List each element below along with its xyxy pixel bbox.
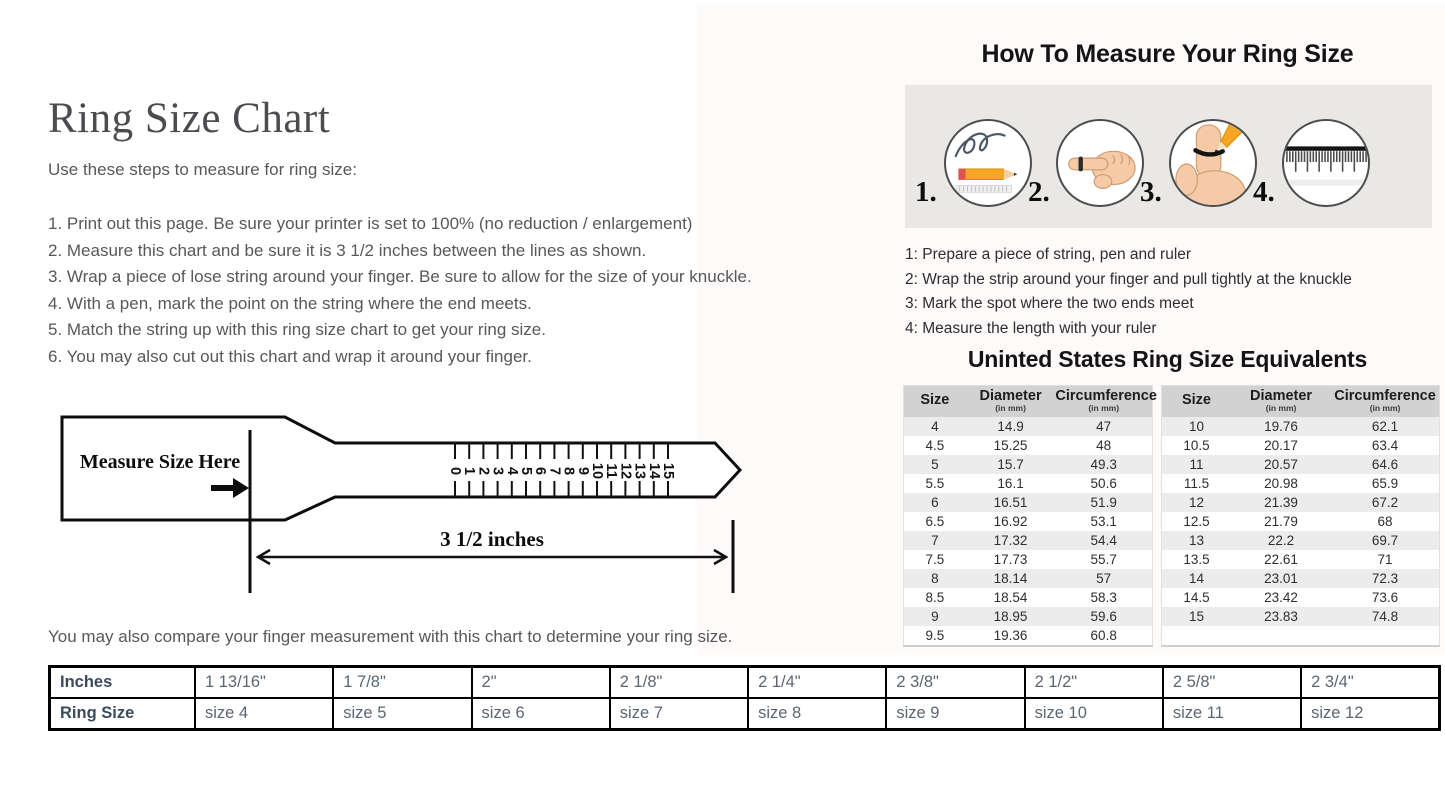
size-cell: 11: [1162, 455, 1232, 474]
size-cell: 5.5: [925, 476, 945, 492]
size-row: [1162, 588, 1440, 607]
size-row: [904, 455, 1153, 474]
size-cell: 55.7: [1090, 552, 1117, 568]
sizer-tick-number: 10: [589, 462, 605, 480]
size-cell: 14.9: [966, 417, 1056, 436]
compare-note: You may also compare your finger measurement with this chart to determine your ring size.: [48, 627, 733, 646]
step-number-3: 3.: [1140, 176, 1162, 208]
size-cell: 15: [1162, 607, 1232, 626]
how-to-step-list: [905, 243, 1352, 341]
sizer-tick-number: 8: [560, 466, 577, 476]
size-row: [1162, 569, 1440, 588]
how-to-step2-illustration: [1056, 119, 1144, 207]
ring-size-cell: size 11: [1163, 698, 1301, 730]
size-cell: 19.36: [993, 628, 1028, 644]
size-cell: 6: [904, 493, 966, 512]
ring-size-cell: size 6: [472, 698, 610, 730]
size-cell: 19.76: [1231, 417, 1331, 436]
size-cell: 8: [904, 569, 966, 588]
how-to-step: 4: Measure the length with your ruler: [905, 319, 1157, 337]
size-cell: 5: [904, 455, 966, 474]
sizer-tick-number: 13: [631, 462, 648, 480]
size-cell: 71: [1377, 552, 1393, 568]
size-cell: 22.61: [1264, 552, 1298, 568]
empty-row: [1162, 626, 1440, 646]
ring-size-row-label: Ring Size: [50, 698, 196, 730]
column-header-diameter: Diameter (in mm): [1231, 386, 1331, 418]
size-cell: 59.6: [1055, 607, 1152, 626]
size-cell: 22.2: [1231, 531, 1331, 550]
how-to-step3-illustration: [1169, 119, 1257, 207]
size-cell: 8.5: [925, 590, 945, 606]
size-cell: 15.25: [993, 438, 1028, 454]
ring-size-cell: size 12: [1301, 698, 1439, 730]
inches-cell: 2 3/8": [886, 667, 1024, 699]
size-cell: 23.01: [1231, 569, 1331, 588]
how-to-title: How To Measure Your Ring Size: [981, 40, 1354, 68]
sizer-tick-number: 15: [660, 462, 676, 480]
size-row: [904, 588, 1153, 607]
size-row: [904, 607, 1153, 626]
mark-string-icon: [1171, 121, 1255, 205]
size-cell: 11.5: [1183, 476, 1210, 492]
size-cell: 60.8: [1090, 628, 1117, 644]
instruction-step: 4. With a pen, mark the point on the string where the end meets.: [48, 293, 532, 313]
sizer-tick-number: 12: [617, 462, 634, 480]
inches-cell: 2": [472, 667, 610, 699]
column-header-circumference: Circumference (in mm): [1331, 386, 1439, 418]
size-row: [1162, 607, 1440, 626]
inches-cell: 1 13/16": [195, 667, 333, 699]
sizer-tick-number: 14: [645, 462, 662, 480]
inches-row: [50, 667, 1440, 699]
size-cell: 14: [1162, 569, 1232, 588]
size-cell: 6.5: [925, 514, 945, 530]
size-row: [904, 550, 1153, 569]
size-cell: 23.42: [1264, 590, 1298, 606]
size-cell: 20.57: [1231, 455, 1331, 474]
size-row: [1162, 474, 1440, 493]
size-cell: 13.5: [1183, 552, 1210, 568]
size-cell: 13: [1162, 531, 1232, 550]
size-cell: 16.92: [993, 514, 1028, 530]
size-cell: 69.7: [1331, 531, 1439, 550]
size-cell: 64.6: [1331, 455, 1439, 474]
size-cell: 50.6: [1090, 476, 1117, 492]
size-cell: 62.1: [1331, 417, 1439, 436]
size-cell: 63.4: [1371, 438, 1399, 454]
size-cell: 74.8: [1331, 607, 1439, 626]
inches-cell: 2 5/8": [1163, 667, 1301, 699]
how-to-step1-illustration: [944, 119, 1032, 207]
size-cell: 48: [1096, 438, 1112, 454]
size-row: [904, 474, 1153, 493]
sizer-tick-number: 9: [574, 466, 591, 476]
instruction-list: [48, 211, 752, 370]
size-cell: 53.1: [1090, 514, 1117, 530]
step-number-4: 4.: [1253, 176, 1275, 208]
dimension-arrow-icon: [258, 550, 726, 564]
size-row: [1162, 493, 1440, 512]
column-header-circumference: Circumference (in mm): [1055, 386, 1152, 418]
sizer-tick-number: 2: [475, 466, 492, 476]
size-cell: 54.4: [1055, 531, 1152, 550]
size-cell: 10.5: [1183, 438, 1210, 454]
measure-size-here-label: Measure Size Here: [79, 451, 241, 473]
measure-ruler-icon: [1284, 121, 1368, 205]
size-row: [904, 417, 1153, 436]
sizer-tick-number: 6: [532, 466, 549, 476]
inches-to-ring-size-table: [48, 665, 1441, 731]
size-cell: 12: [1162, 493, 1232, 512]
size-cell: 23.83: [1231, 607, 1331, 626]
size-row: [1162, 550, 1440, 569]
inches-cell: 2 1/2": [1025, 667, 1163, 699]
inches-row-label: Inches: [50, 667, 196, 699]
instruction-step: 1. Print out this page. Be sure your printer is set to 100% (no reduction / enlargement): [48, 214, 693, 233]
ring-size-cell: size 5: [333, 698, 471, 730]
column-header-size: Size: [1162, 386, 1232, 418]
instruction-step: 3. Wrap a piece of lose string around your finger. Be sure to allow for the size of your knuckle.: [48, 267, 752, 286]
column-header-diameter: Diameter (in mm): [966, 386, 1056, 418]
instruction-step: 5. Match the string up with this ring size chart to get your ring size.: [48, 320, 546, 339]
size-cell: 18.14: [966, 569, 1056, 588]
size-cell: 18.95: [966, 607, 1056, 626]
size-cell: 21.79: [1264, 514, 1298, 530]
size-cell: 49.3: [1055, 455, 1152, 474]
inches-cell: 1 7/8": [333, 667, 471, 699]
size-cell: 9.5: [925, 628, 945, 644]
size-cell: 18.54: [993, 590, 1028, 606]
size-cell: 20.17: [1264, 438, 1298, 454]
size-row: [1162, 531, 1440, 550]
size-cell: 15.7: [966, 455, 1056, 474]
size-cell: 17.32: [966, 531, 1056, 550]
size-cell: 57: [1055, 569, 1152, 588]
size-cell: 51.9: [1055, 493, 1152, 512]
size-row: [1162, 512, 1440, 531]
instruction-step: 2. Measure this chart and be sure it is 3 1/2 inches between the lines as shown.: [48, 240, 647, 260]
size-cell: 7: [904, 531, 966, 550]
size-cell: 67.2: [1331, 493, 1439, 512]
us-ring-size-table-4-to-9: [903, 385, 1157, 647]
how-to-step: 2: Wrap the strip around your finger and pull tightly at the knuckle: [905, 270, 1352, 288]
dimension-label: 3 1/2 inches: [440, 527, 544, 551]
inches-cell: 2 3/4": [1301, 667, 1439, 699]
size-cell: 20.98: [1264, 476, 1298, 492]
wrap-string-finger-icon: [1058, 121, 1142, 205]
size-table-header-row: [1162, 386, 1440, 418]
size-cell: 12.5: [1183, 514, 1210, 530]
size-table-header-row: [904, 386, 1153, 418]
size-cell: 68: [1377, 514, 1393, 530]
step-number-1: 1.: [915, 176, 937, 208]
us-ring-size-table-10-to-15: [1161, 385, 1440, 647]
sizer-tick-number: 7: [546, 466, 563, 476]
size-row: [1162, 455, 1440, 474]
how-to-step4-illustration: [1282, 119, 1370, 207]
size-row: [904, 531, 1153, 550]
inches-cell: 2 1/4": [748, 667, 886, 699]
column-header-size: Size: [904, 386, 966, 418]
size-row: [1162, 417, 1440, 436]
size-row: [904, 626, 1153, 646]
instruction-step: 6. You may also cut out this chart and wrap it around your finger.: [48, 346, 532, 366]
sizer-tick-number: 1: [461, 466, 478, 476]
size-cell: 9: [904, 607, 966, 626]
size-cell: 14.5: [1183, 590, 1210, 606]
size-cell: 7.5: [925, 552, 945, 568]
inches-cell: 2 1/8": [610, 667, 748, 699]
sizer-tick-number: 0: [447, 466, 463, 476]
ring-sizer-diagram: [48, 415, 748, 600]
size-cell: 65.9: [1371, 476, 1399, 492]
size-cell: 17.73: [993, 552, 1028, 568]
size-cell: 47: [1055, 417, 1152, 436]
step-number-2: 2.: [1028, 176, 1050, 208]
intro-text: Use these steps to measure for ring size:: [48, 160, 357, 179]
sizer-tick-number: 5: [518, 466, 534, 476]
sizer-tick-number: 4: [503, 466, 520, 476]
how-to-step: 3: Mark the spot where the two ends meet: [905, 295, 1194, 312]
ring-size-cell: size 10: [1025, 698, 1163, 730]
size-row: [1162, 436, 1440, 455]
size-cell: 21.39: [1231, 493, 1331, 512]
size-cell: 16.1: [997, 476, 1024, 492]
string-pen-ruler-icon: [946, 121, 1030, 205]
ring-size-row: [50, 698, 1440, 730]
size-cell: 73.6: [1371, 590, 1399, 606]
size-row: [904, 436, 1153, 455]
size-cell: 16.51: [966, 493, 1056, 512]
size-cell: 58.3: [1090, 590, 1117, 606]
size-cell: 10: [1162, 417, 1232, 436]
ring-size-cell: size 8: [748, 698, 886, 730]
size-row: [904, 569, 1153, 588]
size-row: [904, 493, 1153, 512]
size-cell: 4: [904, 417, 966, 436]
size-cell: 72.3: [1331, 569, 1439, 588]
sizer-tick-number: 11: [603, 463, 620, 479]
page-title: Ring Size Chart: [48, 95, 331, 142]
size-row: [904, 512, 1153, 531]
size-cell: 4.5: [925, 438, 945, 454]
ring-size-cell: size 7: [610, 698, 748, 730]
equivalents-title: Uninted States Ring Size Equivalents: [967, 346, 1368, 372]
ring-size-cell: size 9: [886, 698, 1024, 730]
how-to-step: 1: Prepare a piece of string, pen and ruler: [905, 246, 1192, 263]
ring-size-cell: size 4: [195, 698, 333, 730]
sizer-tick-number: 3: [489, 466, 506, 476]
